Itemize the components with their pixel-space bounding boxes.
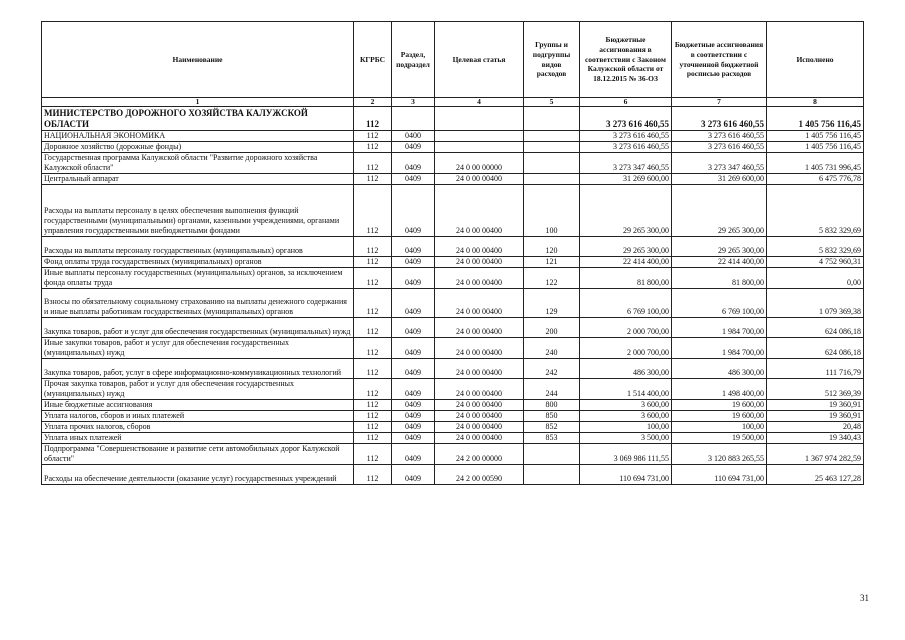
table-row [42,107,864,131]
row-budget-law: 3 273 616 460,55 [580,107,672,131]
row-executed: 624 086,18 [767,338,864,359]
row-executed: 1 405 756 116,45 [767,131,864,142]
row-executed: 20,48 [767,422,864,433]
column-index: 4 [435,98,524,107]
row-budget-refined: 81 800,00 [672,268,767,289]
row-group: 240 [524,338,580,359]
column-index: 7 [672,98,767,107]
row-group: 120 [524,237,580,257]
row-group: 242 [524,359,580,379]
table-row [42,142,864,153]
row-executed: 1 405 756 116,45 [767,142,864,153]
row-budget-refined: 110 694 731,00 [672,465,767,485]
row-name: Центральный аппарат [42,174,354,185]
table-row [42,422,864,433]
row-executed: 4 752 960,31 [767,257,864,268]
row-kgrbs: 112 [354,411,392,422]
row-budget-refined: 1 984 700,00 [672,338,767,359]
row-group: 853 [524,433,580,444]
table-row [42,318,864,338]
row-budget-refined: 29 265 300,00 [672,237,767,257]
page-number: 31 [860,593,869,603]
row-group [524,444,580,465]
row-executed: 1 405 756 116,45 [767,107,864,131]
row-executed: 25 463 127,28 [767,465,864,485]
row-executed: 1 079 369,38 [767,289,864,318]
row-target: 24 2 00 00000 [435,444,524,465]
row-section [392,107,435,131]
row-target: 24 0 00 00400 [435,289,524,318]
row-target: 24 0 00 00400 [435,422,524,433]
table-row [42,433,864,444]
row-executed: 6 475 776,78 [767,174,864,185]
row-section: 0409 [392,433,435,444]
row-name: Расходы на выплаты персоналу в целях обеспечения выполнения функций государственными (муниципальными) органами, казенными учреждениями, органами управления государственными внебюджетными фондами [42,185,354,237]
row-section: 0409 [392,338,435,359]
row-target [435,142,524,153]
header-section: Раздел, подраздел [392,22,435,98]
row-budget-refined: 3 120 883 265,55 [672,444,767,465]
row-section: 0409 [392,411,435,422]
row-kgrbs: 112 [354,422,392,433]
row-budget-law: 22 414 400,00 [580,257,672,268]
row-budget-refined: 22 414 400,00 [672,257,767,268]
row-kgrbs: 112 [354,400,392,411]
row-kgrbs: 112 [354,142,392,153]
row-kgrbs: 112 [354,153,392,174]
row-kgrbs: 112 [354,257,392,268]
table-row [42,185,864,237]
row-group [524,153,580,174]
row-name: Взносы по обязательному социальному страхованию на выплаты денежного содержания и иные выплаты работникам государственных (муниципальных) органов [42,289,354,318]
row-name: Уплата прочих налогов, сборов [42,422,354,433]
row-budget-law: 3 273 616 460,55 [580,142,672,153]
column-index: 1 [42,98,354,107]
row-target: 24 0 00 00400 [435,379,524,400]
row-target: 24 0 00 00400 [435,400,524,411]
header-kgrbs: КГРБС [354,22,392,98]
row-budget-refined: 19 600,00 [672,400,767,411]
row-budget-law: 3 273 616 460,55 [580,131,672,142]
row-executed: 512 369,39 [767,379,864,400]
row-section: 0409 [392,268,435,289]
row-executed: 19 360,91 [767,411,864,422]
row-budget-law: 6 769 100,00 [580,289,672,318]
column-index: 3 [392,98,435,107]
table-row [42,153,864,174]
row-budget-refined: 1 984 700,00 [672,318,767,338]
row-target [435,107,524,131]
row-section: 0409 [392,422,435,433]
row-kgrbs: 112 [354,268,392,289]
header-budget-law: Бюджетные ассигнования в соответствии с Законом Калужской области от 18.12.2015 № 36-ОЗ [580,22,672,98]
row-kgrbs: 112 [354,289,392,318]
row-target: 24 0 00 00400 [435,318,524,338]
column-index: 2 [354,98,392,107]
row-section: 0409 [392,359,435,379]
row-name: Дорожное хозяйство (дорожные фонды) [42,142,354,153]
row-kgrbs: 112 [354,318,392,338]
row-target: 24 0 00 00400 [435,237,524,257]
table-row [42,465,864,485]
row-budget-law: 2 000 700,00 [580,318,672,338]
row-section: 0409 [392,465,435,485]
row-kgrbs: 112 [354,433,392,444]
table-row [42,268,864,289]
column-index: 5 [524,98,580,107]
row-budget-refined: 100,00 [672,422,767,433]
row-budget-refined: 29 265 300,00 [672,185,767,237]
row-group [524,465,580,485]
row-group [524,107,580,131]
row-name: Иные закупки товаров, работ и услуг для обеспечения государственных (муниципальных) нужд [42,338,354,359]
row-budget-law: 2 000 700,00 [580,338,672,359]
row-kgrbs: 112 [354,465,392,485]
row-name: НАЦИОНАЛЬНАЯ ЭКОНОМИКА [42,131,354,142]
table-row [42,257,864,268]
row-name: Расходы на обеспечение деятельности (оказание услуг) государственных учреждений [42,465,354,485]
row-target [435,131,524,142]
row-budget-law: 3 600,00 [580,400,672,411]
row-group: 244 [524,379,580,400]
table-row [42,359,864,379]
row-section: 0409 [392,444,435,465]
row-budget-refined: 1 498 400,00 [672,379,767,400]
row-section: 0400 [392,131,435,142]
row-kgrbs: 112 [354,444,392,465]
row-executed: 19 360,91 [767,400,864,411]
row-section: 0409 [392,318,435,338]
row-target: 24 0 00 00400 [435,257,524,268]
row-budget-refined: 3 273 616 460,55 [672,142,767,153]
table-header-row [42,22,864,98]
row-kgrbs: 112 [354,174,392,185]
row-executed: 624 086,18 [767,318,864,338]
row-budget-law: 31 269 600,00 [580,174,672,185]
table-row [42,174,864,185]
row-budget-refined: 3 273 347 460,55 [672,153,767,174]
column-index-row [42,98,864,107]
row-name: Иные бюджетные ассигнования [42,400,354,411]
header-name: Наименование [42,22,354,98]
row-target: 24 0 00 00000 [435,153,524,174]
table-row [42,237,864,257]
table-row [42,289,864,318]
row-target: 24 0 00 00400 [435,411,524,422]
table-row [42,400,864,411]
row-budget-law: 3 500,00 [580,433,672,444]
row-name: Закупка товаров, работ и услуг для обеспечения государственных (муниципальных) нужд [42,318,354,338]
row-group: 852 [524,422,580,433]
row-target: 24 0 00 00400 [435,268,524,289]
row-target: 24 0 00 00400 [435,174,524,185]
column-index: 6 [580,98,672,107]
row-kgrbs: 112 [354,107,392,131]
row-budget-law: 100,00 [580,422,672,433]
row-executed: 0,00 [767,268,864,289]
table-body [42,107,864,485]
row-executed: 111 716,79 [767,359,864,379]
row-executed: 19 340,43 [767,433,864,444]
row-budget-refined: 3 273 616 460,55 [672,131,767,142]
row-group: 129 [524,289,580,318]
row-group: 121 [524,257,580,268]
row-group: 850 [524,411,580,422]
budget-execution-table [41,21,864,485]
row-name: Уплата иных платежей [42,433,354,444]
row-executed: 1 367 974 282,59 [767,444,864,465]
row-section: 0409 [392,379,435,400]
header-budget-refined: Бюджетные ассигнования в соответствии с уточненной бюджетной росписью расходов [672,22,767,98]
row-name: Фонд оплаты труда государственных (муниципальных) органов [42,257,354,268]
row-budget-refined: 31 269 600,00 [672,174,767,185]
row-group [524,131,580,142]
row-name: Расходы на выплаты персоналу государственных (муниципальных) органов [42,237,354,257]
row-budget-law: 3 273 347 460,55 [580,153,672,174]
row-executed: 5 832 329,69 [767,185,864,237]
row-group: 200 [524,318,580,338]
row-name: МИНИСТЕРСТВО ДОРОЖНОГО ХОЗЯЙСТВА КАЛУЖСКОЙ ОБЛАСТИ [42,107,354,131]
row-section: 0409 [392,237,435,257]
row-section: 0409 [392,400,435,411]
row-target: 24 2 00 00590 [435,465,524,485]
row-budget-law: 29 265 300,00 [580,185,672,237]
row-target: 24 0 00 00400 [435,433,524,444]
row-target: 24 0 00 00400 [435,359,524,379]
row-budget-refined: 6 769 100,00 [672,289,767,318]
row-section: 0409 [392,289,435,318]
row-name: Государственная программа Калужской области "Развитие дорожного хозяйства Калужской области" [42,153,354,174]
row-budget-law: 3 600,00 [580,411,672,422]
row-target: 24 0 00 00400 [435,185,524,237]
header-execution: Исполнено [767,22,864,98]
table-row [42,131,864,142]
row-kgrbs: 112 [354,185,392,237]
table-row [42,444,864,465]
row-executed: 5 832 329,69 [767,237,864,257]
row-group: 122 [524,268,580,289]
row-kgrbs: 112 [354,237,392,257]
row-budget-refined: 19 600,00 [672,411,767,422]
row-kgrbs: 112 [354,338,392,359]
row-name: Закупка товаров, работ, услуг в сфере информационно-коммуникационных технологий [42,359,354,379]
row-section: 0409 [392,174,435,185]
row-kgrbs: 112 [354,131,392,142]
budget-table-container [41,21,863,485]
row-name: Подпрограмма "Совершенствование и развитие сети автомобильных дорог Калужской области" [42,444,354,465]
row-section: 0409 [392,142,435,153]
row-budget-law: 486 300,00 [580,359,672,379]
row-budget-refined: 486 300,00 [672,359,767,379]
row-name: Уплата налогов, сборов и иных платежей [42,411,354,422]
row-name: Прочая закупка товаров, работ и услуг для обеспечения государственных (муниципальных) нужд [42,379,354,400]
row-target: 24 0 00 00400 [435,338,524,359]
row-section: 0409 [392,153,435,174]
row-section: 0409 [392,185,435,237]
row-section: 0409 [392,257,435,268]
row-group [524,174,580,185]
header-groups: Группы и подгруппы видов расходов [524,22,580,98]
row-group: 800 [524,400,580,411]
row-budget-law: 1 514 400,00 [580,379,672,400]
row-group: 100 [524,185,580,237]
row-name: Иные выплаты персоналу государственных (муниципальных) органов, за исключением фонда оплаты труда [42,268,354,289]
table-row [42,411,864,422]
row-budget-law: 29 265 300,00 [580,237,672,257]
row-budget-law: 110 694 731,00 [580,465,672,485]
table-row [42,338,864,359]
row-budget-refined: 19 500,00 [672,433,767,444]
row-kgrbs: 112 [354,379,392,400]
row-group [524,142,580,153]
column-index: 8 [767,98,864,107]
row-executed: 1 405 731 996,45 [767,153,864,174]
header-target: Целевая статья [435,22,524,98]
row-kgrbs: 112 [354,359,392,379]
row-budget-refined: 3 273 616 460,55 [672,107,767,131]
table-row [42,379,864,400]
row-budget-law: 3 069 986 111,55 [580,444,672,465]
row-budget-law: 81 800,00 [580,268,672,289]
